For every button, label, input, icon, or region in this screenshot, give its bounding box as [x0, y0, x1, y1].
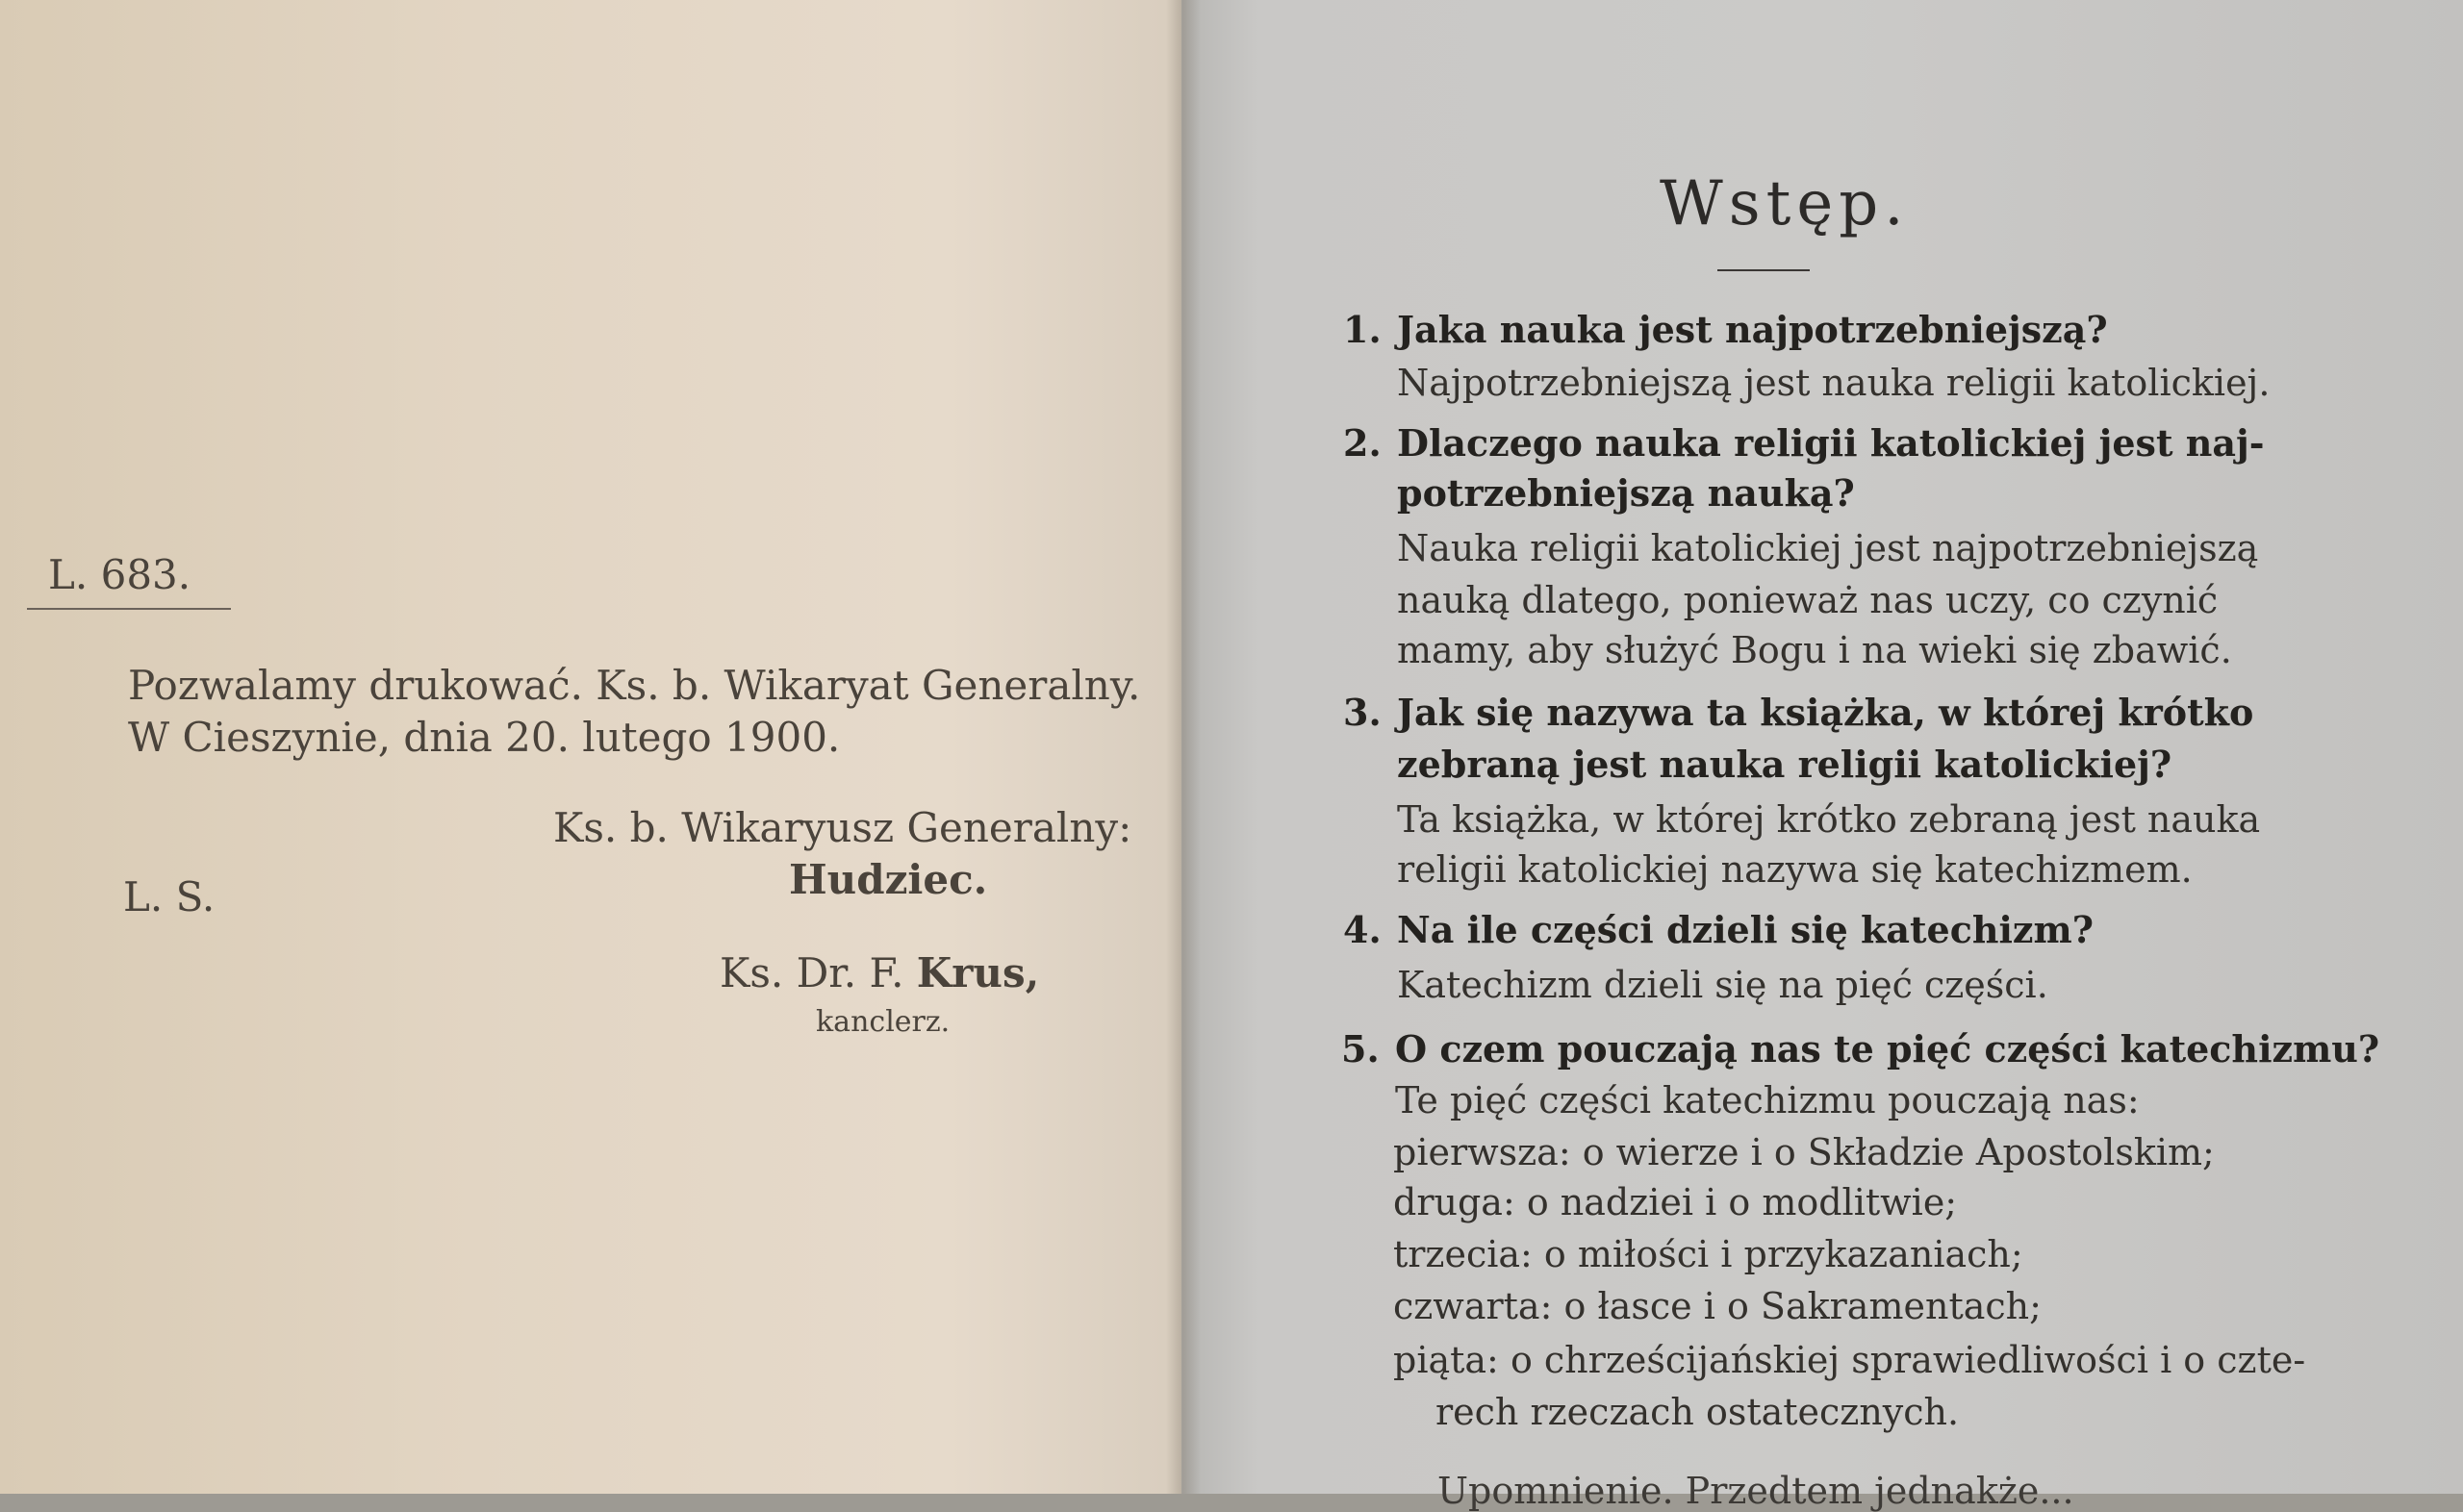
question-3-line-1: Jak się nazywa ta książka, w której krótko	[1397, 691, 2254, 734]
vicar-title: Ks. b. Wikaryusz Generalny:	[553, 804, 1132, 851]
question-number-2: 2.	[1343, 421, 1382, 465]
answer-2-line-1: Nauka religii katolickiej jest najpotrzebniejszą	[1397, 527, 2259, 569]
question-number-5: 5.	[1341, 1027, 1380, 1071]
answer-4: Katechizm dzieli się na pięć części.	[1397, 964, 2048, 1006]
answer-5-line-3: druga: o nadziei i o modlitwie;	[1393, 1181, 1958, 1223]
imprimatur-line-1: Pozwalamy drukować. Ks. b. Wikaryat Generalny.	[128, 662, 1141, 709]
answer-5-line-7: rech rzeczach ostatecznych.	[1435, 1391, 1960, 1433]
answer-1: Najpotrzebniejszą jest nauka religii katolickiej.	[1397, 362, 2271, 404]
question-2-line-2: potrzebniejszą nauką?	[1397, 471, 1855, 515]
imprimatur-line-2: W Cieszynie, dnia 20. lutego 1900.	[128, 714, 841, 761]
chancellor-name	[720, 949, 1039, 996]
answer-5-line-2: pierwsza: o wierze i o Składzie Apostolskim;	[1393, 1131, 2215, 1173]
answer-5-line-5: czwarta: o łasce i o Sakramentach;	[1393, 1285, 2042, 1327]
chancellor-prefix: Ks. Dr. F.	[720, 949, 917, 996]
answer-2-line-3: mamy, aby służyć Bogu i na wieki się zbawić.	[1397, 629, 2232, 671]
chancellor-surname: Krus,	[916, 949, 1040, 996]
answer-5-line-6: piąta: o chrześcijańskiej sprawiedliwości i o czte-	[1393, 1339, 2306, 1381]
vicar-name: Hudziec.	[789, 856, 988, 903]
question-4: Na ile części dzieli się katechizm?	[1397, 908, 2094, 951]
title-rule	[1717, 269, 1810, 271]
answer-2-line-2: nauką dlatego, ponieważ nas uczy, co czynić	[1397, 579, 2219, 621]
reference-number: L. 683.	[48, 551, 191, 598]
reference-underline	[27, 608, 231, 610]
question-3-line-2: zebraną jest nauka religii katolickiej?	[1397, 743, 2172, 786]
answer-3-line-1: Ta książka, w której krótko zebraną jest nauka	[1397, 798, 2261, 841]
answer-5-line-1: Te pięć części katechizmu pouczają nas:	[1395, 1079, 2140, 1121]
question-number-3: 3.	[1343, 691, 1382, 734]
book-gutter	[1166, 0, 1201, 1494]
question-2-line-1: Dlaczego nauka religii katolickiej jest naj-	[1397, 421, 2265, 465]
seal-mark: L. S.	[123, 873, 216, 920]
answer-5-line-4: trzecia: o miłości i przykazaniach;	[1393, 1233, 2023, 1275]
chancellor-role: kanclerz.	[816, 1005, 951, 1039]
question-number-1: 1.	[1343, 308, 1382, 351]
cutoff-line: Upomnienie. Przedtem jednakże...	[1437, 1470, 2074, 1512]
question-number-4: 4.	[1343, 908, 1382, 951]
answer-3-line-2: religii katolickiej nazywa się katechizmem.	[1397, 848, 2193, 891]
question-5: O czem pouczają nas te pięć części katechizmu?	[1395, 1027, 2380, 1071]
question-1: Jaka nauka jest najpotrzebniejszą?	[1397, 308, 2108, 351]
page-title: Wstęp.	[1660, 168, 1910, 239]
